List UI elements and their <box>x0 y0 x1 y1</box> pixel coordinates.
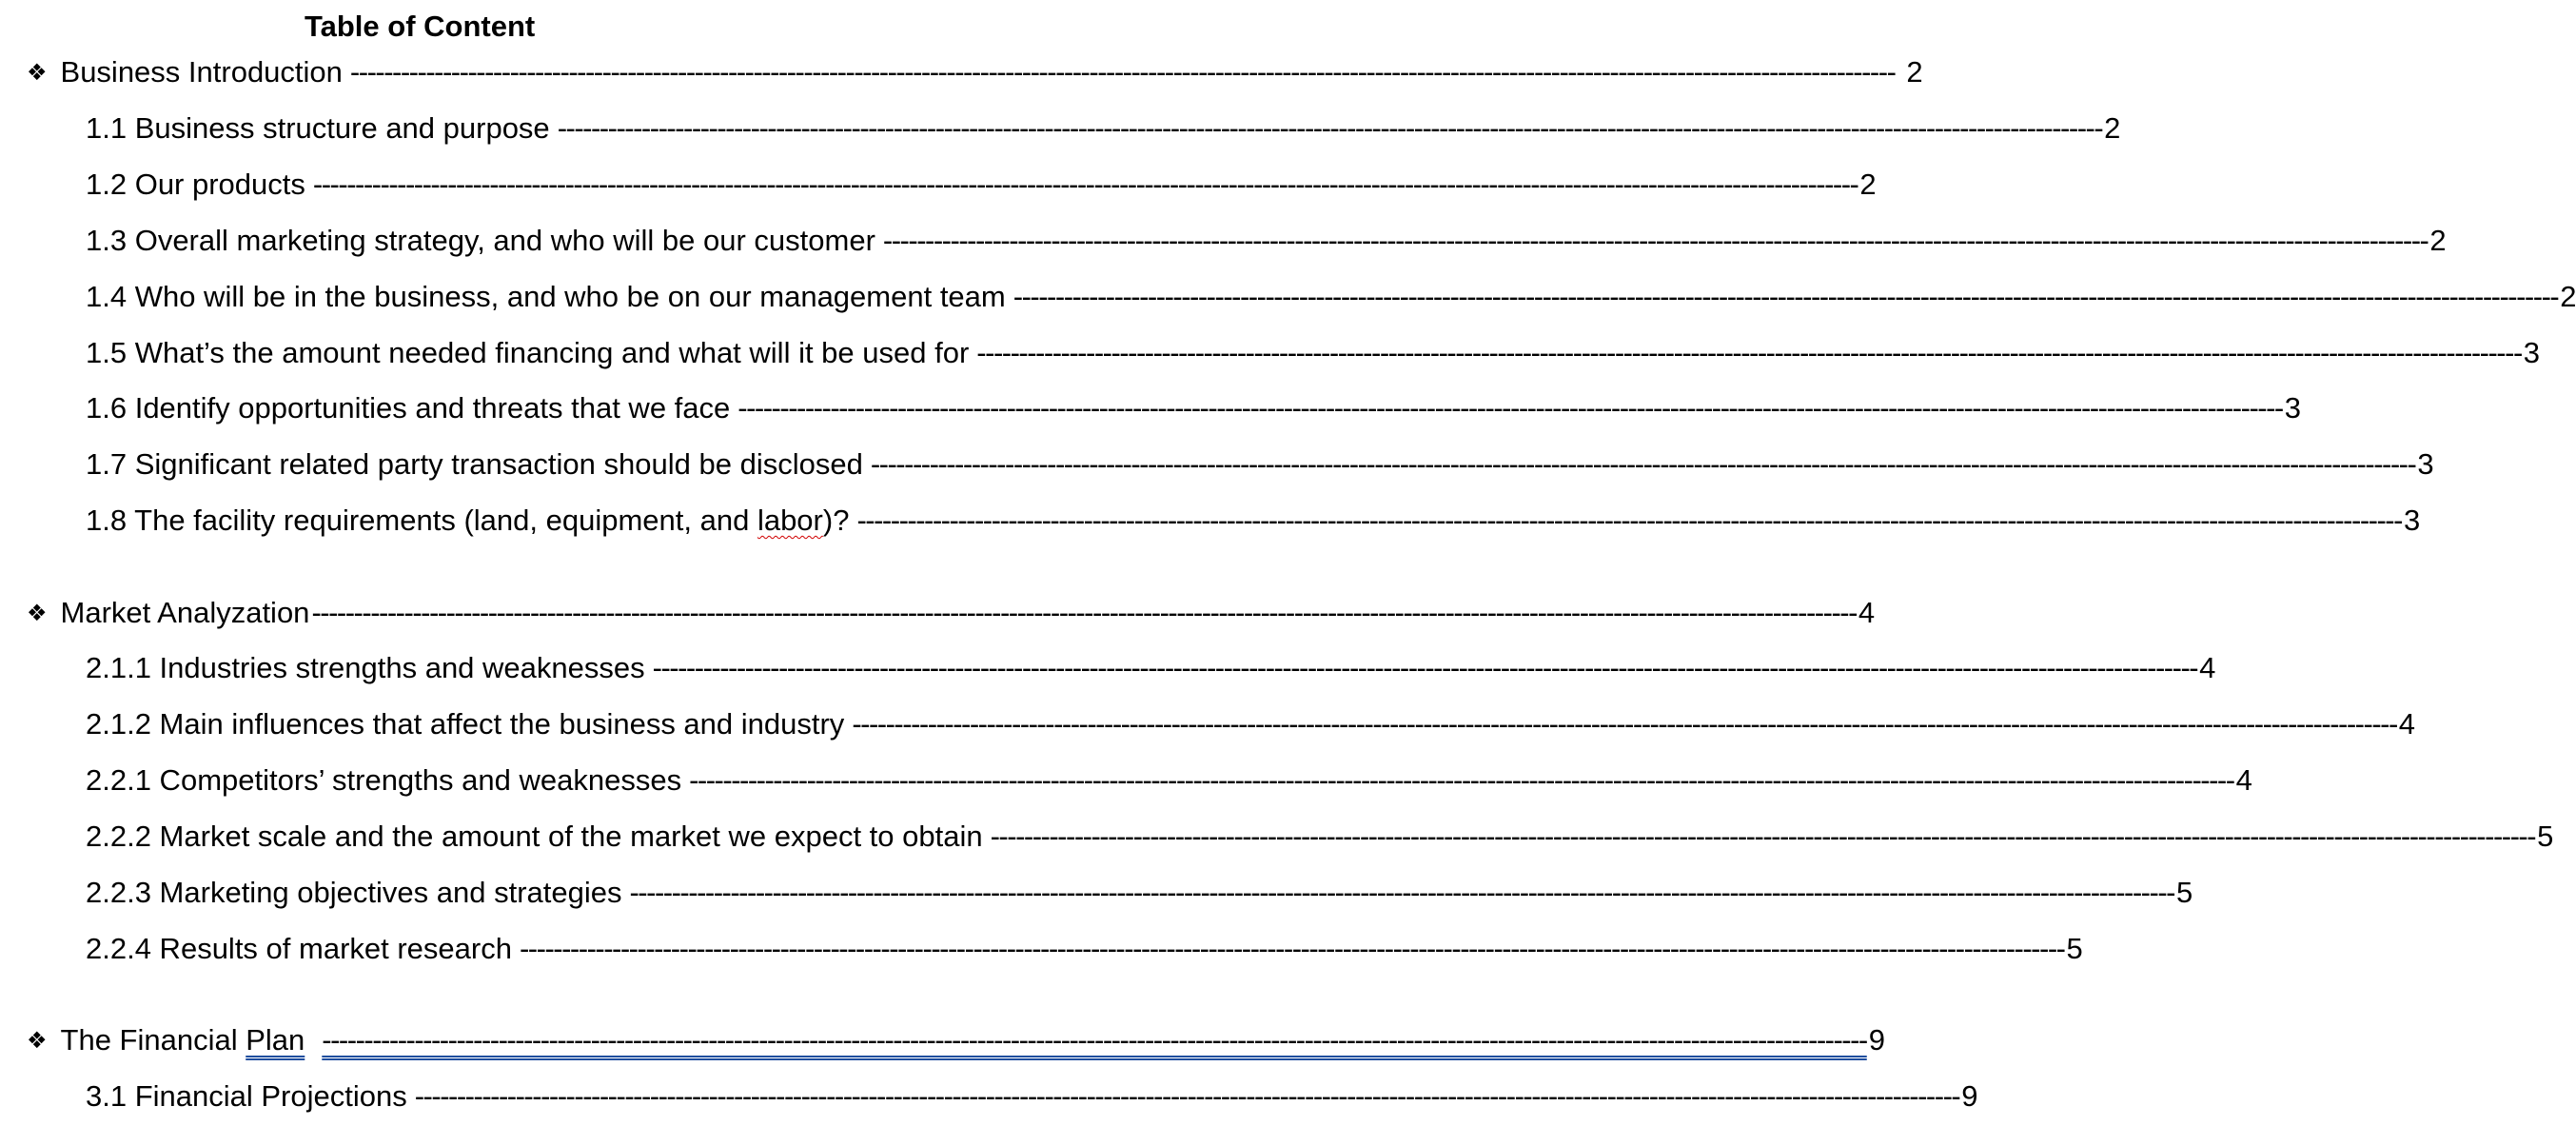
toc-entry-label: 3.1 Financial Projections <box>86 1079 407 1113</box>
toc-section-label: Market Analyzation <box>60 596 310 629</box>
dot-leader: ---------------------------------------------------------------------------------------------------------------------------------------------------------------------------------------- <box>652 651 2198 684</box>
toc-entry[interactable] <box>86 761 2252 800</box>
toc-entry[interactable] <box>86 109 2121 148</box>
toc-page-number: 3 <box>2403 504 2421 537</box>
toc-page-number: 3 <box>2284 391 2301 425</box>
dot-leader: ---------------------------------------------------------------------------------------------------------------------------------------------------------------------------------------- <box>311 596 1857 629</box>
dot-leader: ---------------------------------------------------------------------------------------------------------------------------------------------------------------------------------------- <box>870 447 2416 481</box>
toc-entry-label-text: )? <box>822 504 850 537</box>
dot-leader: ---------------------------------------------------------------------------------------------------------------------------------------------------------------------------------------- <box>519 932 2065 965</box>
toc-section-label <box>61 1021 305 1059</box>
grammar-flagged-word[interactable]: Plan <box>246 1023 305 1057</box>
toc-entry[interactable] <box>86 818 2554 856</box>
toc-page-number: 9 <box>1961 1079 1978 1113</box>
toc-section-label: Business Introduction <box>60 55 343 89</box>
dot-leader: ---------------------------------------------------------------------------------------------------------------------------------------------------------------------------------------- <box>349 55 1896 89</box>
dot-leader: ---------------------------------------------------------------------------------------------------------------------------------------------------------------------------------------- <box>737 391 2283 425</box>
toc-entry[interactable] <box>86 445 2434 484</box>
toc-section-label-text: The Financial <box>60 1023 246 1057</box>
toc-section-business-introduction[interactable] <box>27 53 1923 94</box>
dot-leader: ---------------------------------------------------------------------------------------------------------------------------------------------------------------------------------------- <box>976 336 2522 369</box>
toc-entry[interactable] <box>86 166 1877 204</box>
diamond-bullet-icon: ❖ <box>27 1028 48 1054</box>
diamond-bullet-icon: ❖ <box>27 60 48 86</box>
dot-leader: ---------------------------------------------------------------------------------------------------------------------------------------------------------------------------------------- <box>414 1079 1960 1113</box>
toc-page-number: 4 <box>2235 763 2252 797</box>
toc-page-number: 4 <box>2398 707 2416 741</box>
toc-entry[interactable] <box>86 334 2541 372</box>
toc-page-number: 4 <box>2199 651 2216 684</box>
toc-entry[interactable] <box>86 930 2083 968</box>
toc-entry-label: 2.1.1 Industries strengths and weaknesses <box>86 651 645 684</box>
toc-entry[interactable] <box>86 705 2416 743</box>
toc-entry-label: 1.5 What’s the amount needed financing and what will it be used for <box>86 336 970 369</box>
toc-entry-label: 1.1 Business structure and purpose <box>86 111 550 145</box>
toc-page-number: 4 <box>1858 596 1876 629</box>
toc-page-number: 5 <box>2537 820 2554 853</box>
toc-entry-label: 1.7 Significant related party transaction should be disclosed <box>86 447 863 481</box>
dot-leader: ---------------------------------------------------------------------------------------------------------------------------------------------------------------------------------------- <box>882 224 2429 257</box>
toc-entry-label: 1.4 Who will be in the business, and who be on our management team <box>86 280 1006 313</box>
toc-entry[interactable] <box>86 874 2193 912</box>
spelling-flagged-word[interactable]: labor <box>757 504 823 537</box>
toc-page-number: 2 <box>2560 280 2576 313</box>
toc-page-number: 2 <box>1906 55 1923 89</box>
diamond-bullet-icon: ❖ <box>27 601 48 626</box>
toc-page-number: 2 <box>2104 111 2121 145</box>
toc-page-number: 2 <box>1859 168 1877 201</box>
toc-entry-label: 2.1.2 Main influences that affect the business and industry <box>86 707 845 741</box>
toc-page-number: 5 <box>2175 876 2193 909</box>
toc-title: Table of Content <box>305 10 536 43</box>
toc-entry[interactable] <box>86 1077 1978 1116</box>
toc-page-number: 9 <box>1868 1023 1886 1057</box>
toc-entry[interactable] <box>86 222 2447 260</box>
toc-entry-label <box>86 502 849 540</box>
dot-leader: ---------------------------------------------------------------------------------------------------------------------------------------------------------------------------------------- <box>322 1023 1867 1057</box>
toc-entry-label: 2.2.4 Results of market research <box>86 932 512 965</box>
toc-entry-label: 1.6 Identify opportunities and threats that we face <box>86 391 731 425</box>
toc-entry[interactable] <box>86 389 2301 427</box>
toc-entry[interactable] <box>86 278 2576 316</box>
toc-entry-label: 2.2.2 Market scale and the amount of the market we expect to obtain <box>86 820 983 853</box>
dot-leader: ---------------------------------------------------------------------------------------------------------------------------------------------------------------------------------------- <box>689 763 2234 797</box>
toc-entry-label: 1.2 Our products <box>86 168 305 201</box>
dot-leader: ---------------------------------------------------------------------------------------------------------------------------------------------------------------------------------------- <box>629 876 2174 909</box>
toc-entry[interactable] <box>86 502 2421 540</box>
toc-entry[interactable] <box>86 649 2216 687</box>
toc-entry-label: 2.2.3 Marketing objectives and strategies <box>86 876 622 909</box>
toc-entry-label-text: 1.8 The facility requirements (land, equipment, and <box>86 504 757 537</box>
toc-section-market-analyzation[interactable] <box>27 594 1876 635</box>
toc-page-number: 2 <box>2429 224 2447 257</box>
dot-leader: ---------------------------------------------------------------------------------------------------------------------------------------------------------------------------------------- <box>557 111 2103 145</box>
dot-leader: ---------------------------------------------------------------------------------------------------------------------------------------------------------------------------------------- <box>1013 280 2559 313</box>
toc-entry-label: 1.3 Overall marketing strategy, and who will be our customer <box>86 224 875 257</box>
toc-page-number: 3 <box>2417 447 2434 481</box>
dot-leader: ---------------------------------------------------------------------------------------------------------------------------------------------------------------------------------------- <box>852 707 2397 741</box>
dot-leader: ---------------------------------------------------------------------------------------------------------------------------------------------------------------------------------------- <box>312 168 1858 201</box>
dot-leader: ---------------------------------------------------------------------------------------------------------------------------------------------------------------------------------------- <box>856 504 2402 537</box>
toc-section-financial-plan[interactable] <box>27 1021 1886 1062</box>
dot-leader: ---------------------------------------------------------------------------------------------------------------------------------------------------------------------------------------- <box>990 820 2536 853</box>
toc-entry-label: 2.2.1 Competitors’ strengths and weaknesses <box>86 763 682 797</box>
toc-page-number: 5 <box>2066 932 2083 965</box>
toc-page-number: 3 <box>2523 336 2541 369</box>
